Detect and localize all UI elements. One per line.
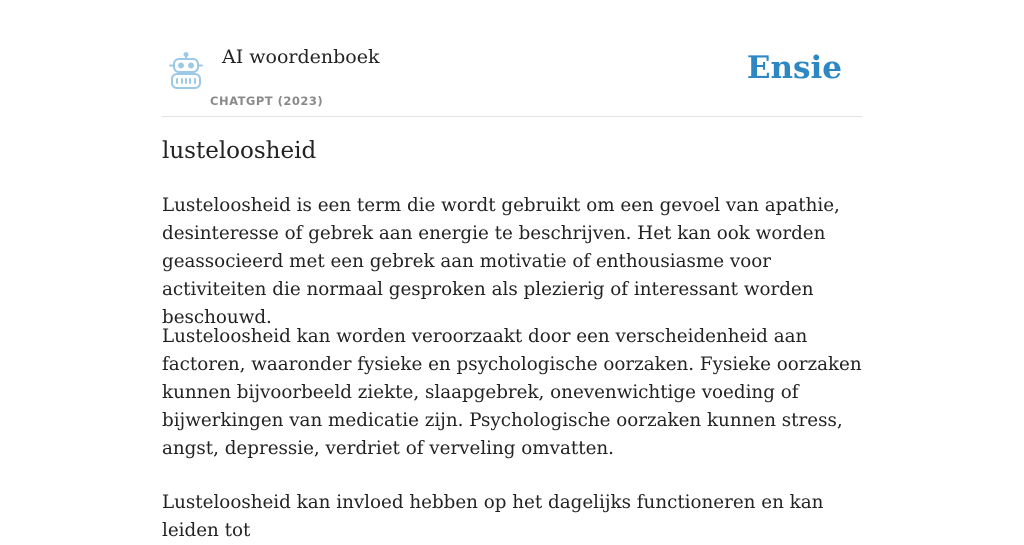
robot-icon bbox=[166, 52, 206, 90]
definition-paragraph: Lusteloosheid kan worden veroorzaakt door een verscheidenheid aan factoren, waaronder fysieke en psychologische oorzaken. Fysieke oorzaken kunnen bijvoorbeeld ziekte, slaapgebrek, onevenwichtige voeding of bijwerkingen van medicatie zijn. Psychologische oorzaken kunnen stress, angst, depressie, verdriet of verveling omvatten. bbox=[162, 326, 862, 459]
brand-logo[interactable]: Ensie bbox=[746, 50, 842, 86]
definition-paragraph: Lusteloosheid is een term die wordt gebruikt om een gevoel van apathie, desinteresse of gebrek aan energie te beschrijven. Het kan ook worden geassocieerd met een gebrek aan motivatie of enthousiasme voor activiteiten die normaal gesproken als plezierig of interessant worden beschouwd. bbox=[162, 195, 840, 328]
source-title[interactable]: AI woordenboek bbox=[222, 46, 380, 68]
definition-paragraph: Lusteloosheid kan invloed hebben op het dagelijks functioneren en kan leiden tot bbox=[162, 492, 824, 541]
entry-header bbox=[162, 0, 862, 117]
entry-card bbox=[162, 0, 862, 541]
entry-term: lusteloosheid bbox=[162, 138, 317, 164]
source-subtitle: CHATGPT (2023) bbox=[210, 94, 324, 108]
